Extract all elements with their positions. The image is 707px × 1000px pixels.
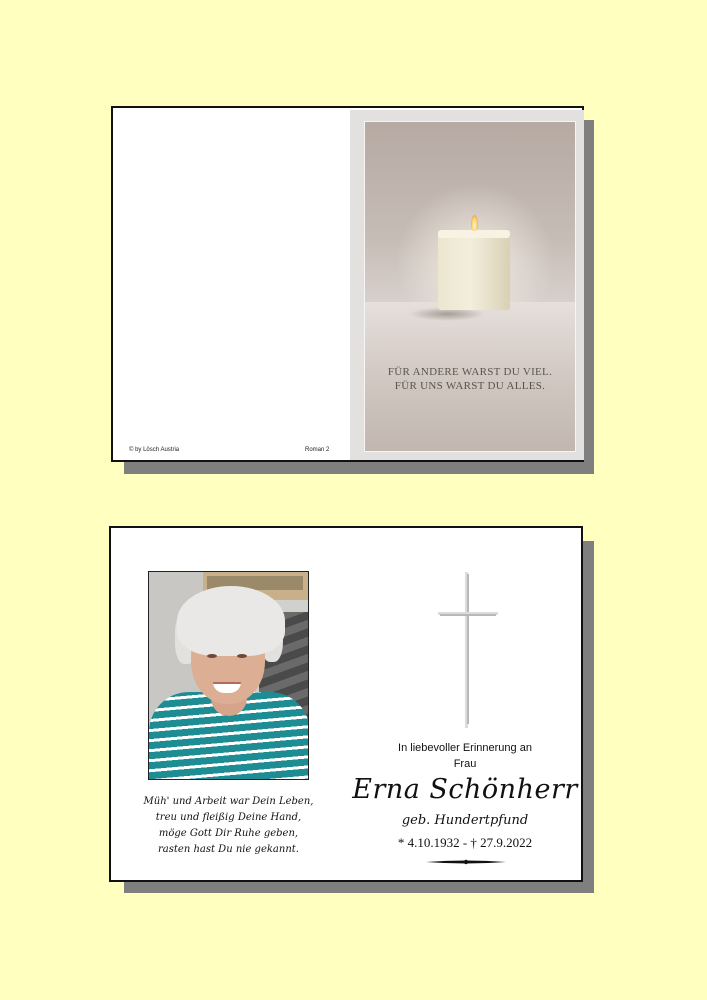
cross-icon <box>436 570 500 730</box>
ornament-divider-icon <box>424 858 508 866</box>
flame-icon <box>471 215 478 231</box>
candle <box>438 232 510 310</box>
card-front <box>111 106 584 462</box>
title-frau: Frau <box>453 758 477 770</box>
life-dates: * 4.10.1932 - † 27.9.2022 <box>397 835 533 850</box>
quote-line-2: FÜR UNS WARST DU ALLES. <box>394 380 546 392</box>
maiden-name: geb. Hundertpfund <box>401 813 529 828</box>
model-label: Roman 2 <box>305 447 330 453</box>
quote-line-1: FÜR ANDERE WARST DU VIEL. <box>387 366 553 378</box>
deceased-name: Erna Schönherr <box>352 774 578 805</box>
poem-line: rasten hast Du nie gekannt. <box>158 844 299 855</box>
poem-line: möge Gott Dir Ruhe geben, <box>158 828 299 839</box>
card-inside <box>109 526 583 882</box>
candle-panel <box>350 110 584 460</box>
poem <box>111 794 346 858</box>
candle-image <box>364 121 576 452</box>
poem-line: treu und fleißig Deine Hand, <box>155 812 302 823</box>
portrait-photo <box>148 571 309 780</box>
poem-line: Müh' und Arbeit war Dein Leben, <box>143 796 314 807</box>
memory-line: In liebevoller Erinnerung an <box>398 742 532 754</box>
copyright-text: © by Lösch Austria <box>129 447 180 453</box>
